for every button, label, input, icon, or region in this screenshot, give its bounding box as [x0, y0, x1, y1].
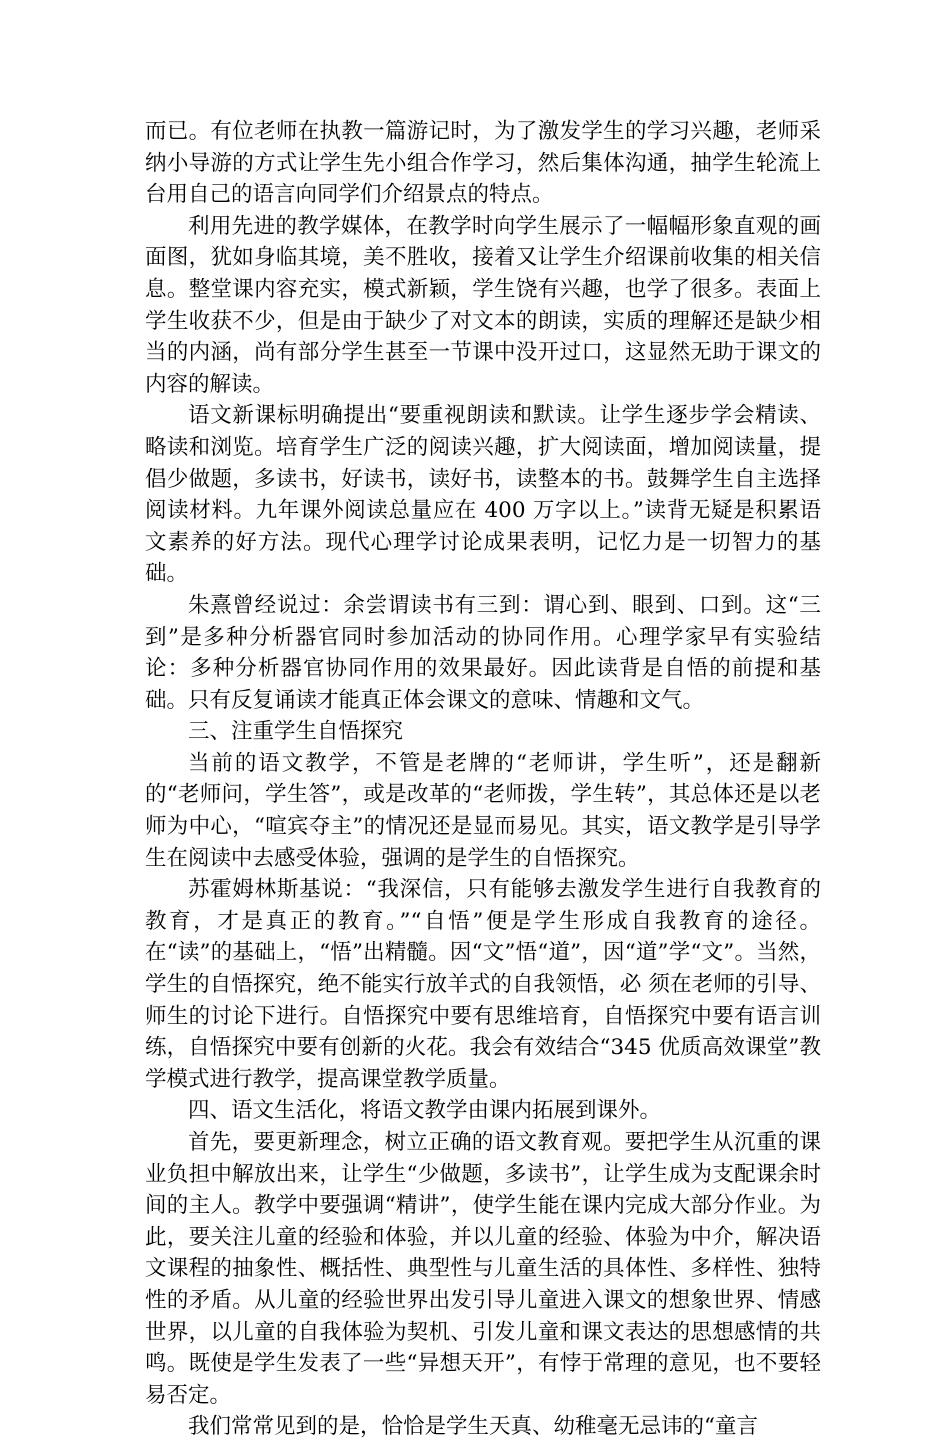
document-page: [145, 116, 821, 1443]
section-heading-4: 四、语文生活化，将语文教学由课内拓展到课外。: [188, 1098, 662, 1124]
paragraph-teaching-media: 利用先进的教学媒体，在教学时向学生展示了一幅幅形象直观的画面图，犹如身临其境，美不胜收，接着又让学生介绍课前收集的相关信息。整堂课内容充实，模式新颖，学生饶有兴趣，也学了很多。表面上学生收获不少，但是由于缺少了对文本的朗读，实质的理解还是缺少相当的内涵，尚有部分学生甚至一节课中没开过口，这显然无助于课文的内容的解读。: [145, 213, 821, 397]
paragraph-curriculum-standard: 语文新课标明确提出“要重视朗读和默读。让学生逐步学会精读、略读和浏览。培育学生广泛的阅读兴趣，扩大阅读面，增加阅读量，提倡少做题，多读书，好读书，读好书，读整本的书。鼓舞学生自主选择阅读材料。九年课外阅读总量应在 400 万字以上。”读背无疑是积累语文素养的好方法。现代心理学讨论成果表明，记忆力是一切智力的基础。: [145, 403, 821, 587]
paragraph-update-concept: 首先，要更新理念，树立正确的语文教育观。要把学生从沉重的课业负担中解放出来，让学生“少做题，多读书”，让学生成为支配课余时间的主人。教学中要强调“精讲”，使学生能在课内完成大部分作业。为此，要关注儿童的经验和体验，并以儿童的经验、体验为中介，解决语文课程的抽象性、概括性、典型性与儿童生活的具体性、多样性、独特性的矛盾。从儿童的经验世界出发引导儿童进入课文的想象世界、情感世界，以儿童的自我体验为契机、引发儿童和课文表达的思想感情的共鸣。既使是学生发表了一些“异想天开”，有悖于常理的意见，也不要轻易否定。: [145, 1130, 821, 1408]
paragraph-sukhomlinsky-quote: 苏霍姆林斯基说：“我深信，只有能够去激发学生进行自我教育的教育，才是真正的教育。”“自悟”便是学生形成自我教育的途径。在“读”的基础上，“悟”出精髓。因“文”悟“道”，因“道”学“文”。当然，学生的自悟探究，绝不能实行放羊式的自我领悟，必 须在老师的引导、师生的讨论下进行。自悟探究中要有思维培育，自悟探究中要有语言训练，自悟探究中要有创新的火花。我会有效结合“345 优质高效课堂”教学模式进行教学，提高课堂教学质量。: [145, 877, 821, 1092]
paragraph-zhu-xi-quote: 朱熹曾经说过：余尝谓读书有三到：谓心到、眼到、口到。这“三到”是多种分析器官同时参加活动的协同作用。心理学家早有实验结论：多种分析器官协同作用的效果最好。因此读背是自悟的前提和基础。只有反复诵读才能真正体会课文的意味、情趣和文气。: [145, 592, 821, 713]
paragraph-children-words: 我们常常见到的是，恰恰是学生天真、幼稚毫无忌讳的“童言: [188, 1414, 758, 1440]
paragraph-current-teaching: 当前的语文教学，不管是老牌的“老师讲，学生听”，还是翻新的“老师问，学生答”，或是改革的“老师拨，学生转”，其总体还是以老师为中心，“喧宾夺主”的情况还是显而易见。其实，语文教学是引导学生在阅读中去感受体验，强调的是学生的自悟探究。: [145, 750, 821, 871]
section-heading-3: 三、注重学生自悟探究: [188, 719, 404, 745]
paragraph-continuation: 而已。有位老师在执教一篇游记时，为了激发学生的学习兴趣，老师采纳小导游的方式让学生先小组合作学习，然后集体沟通，抽学生轮流上台用自己的语言向同学们介绍景点的特点。: [145, 119, 821, 208]
